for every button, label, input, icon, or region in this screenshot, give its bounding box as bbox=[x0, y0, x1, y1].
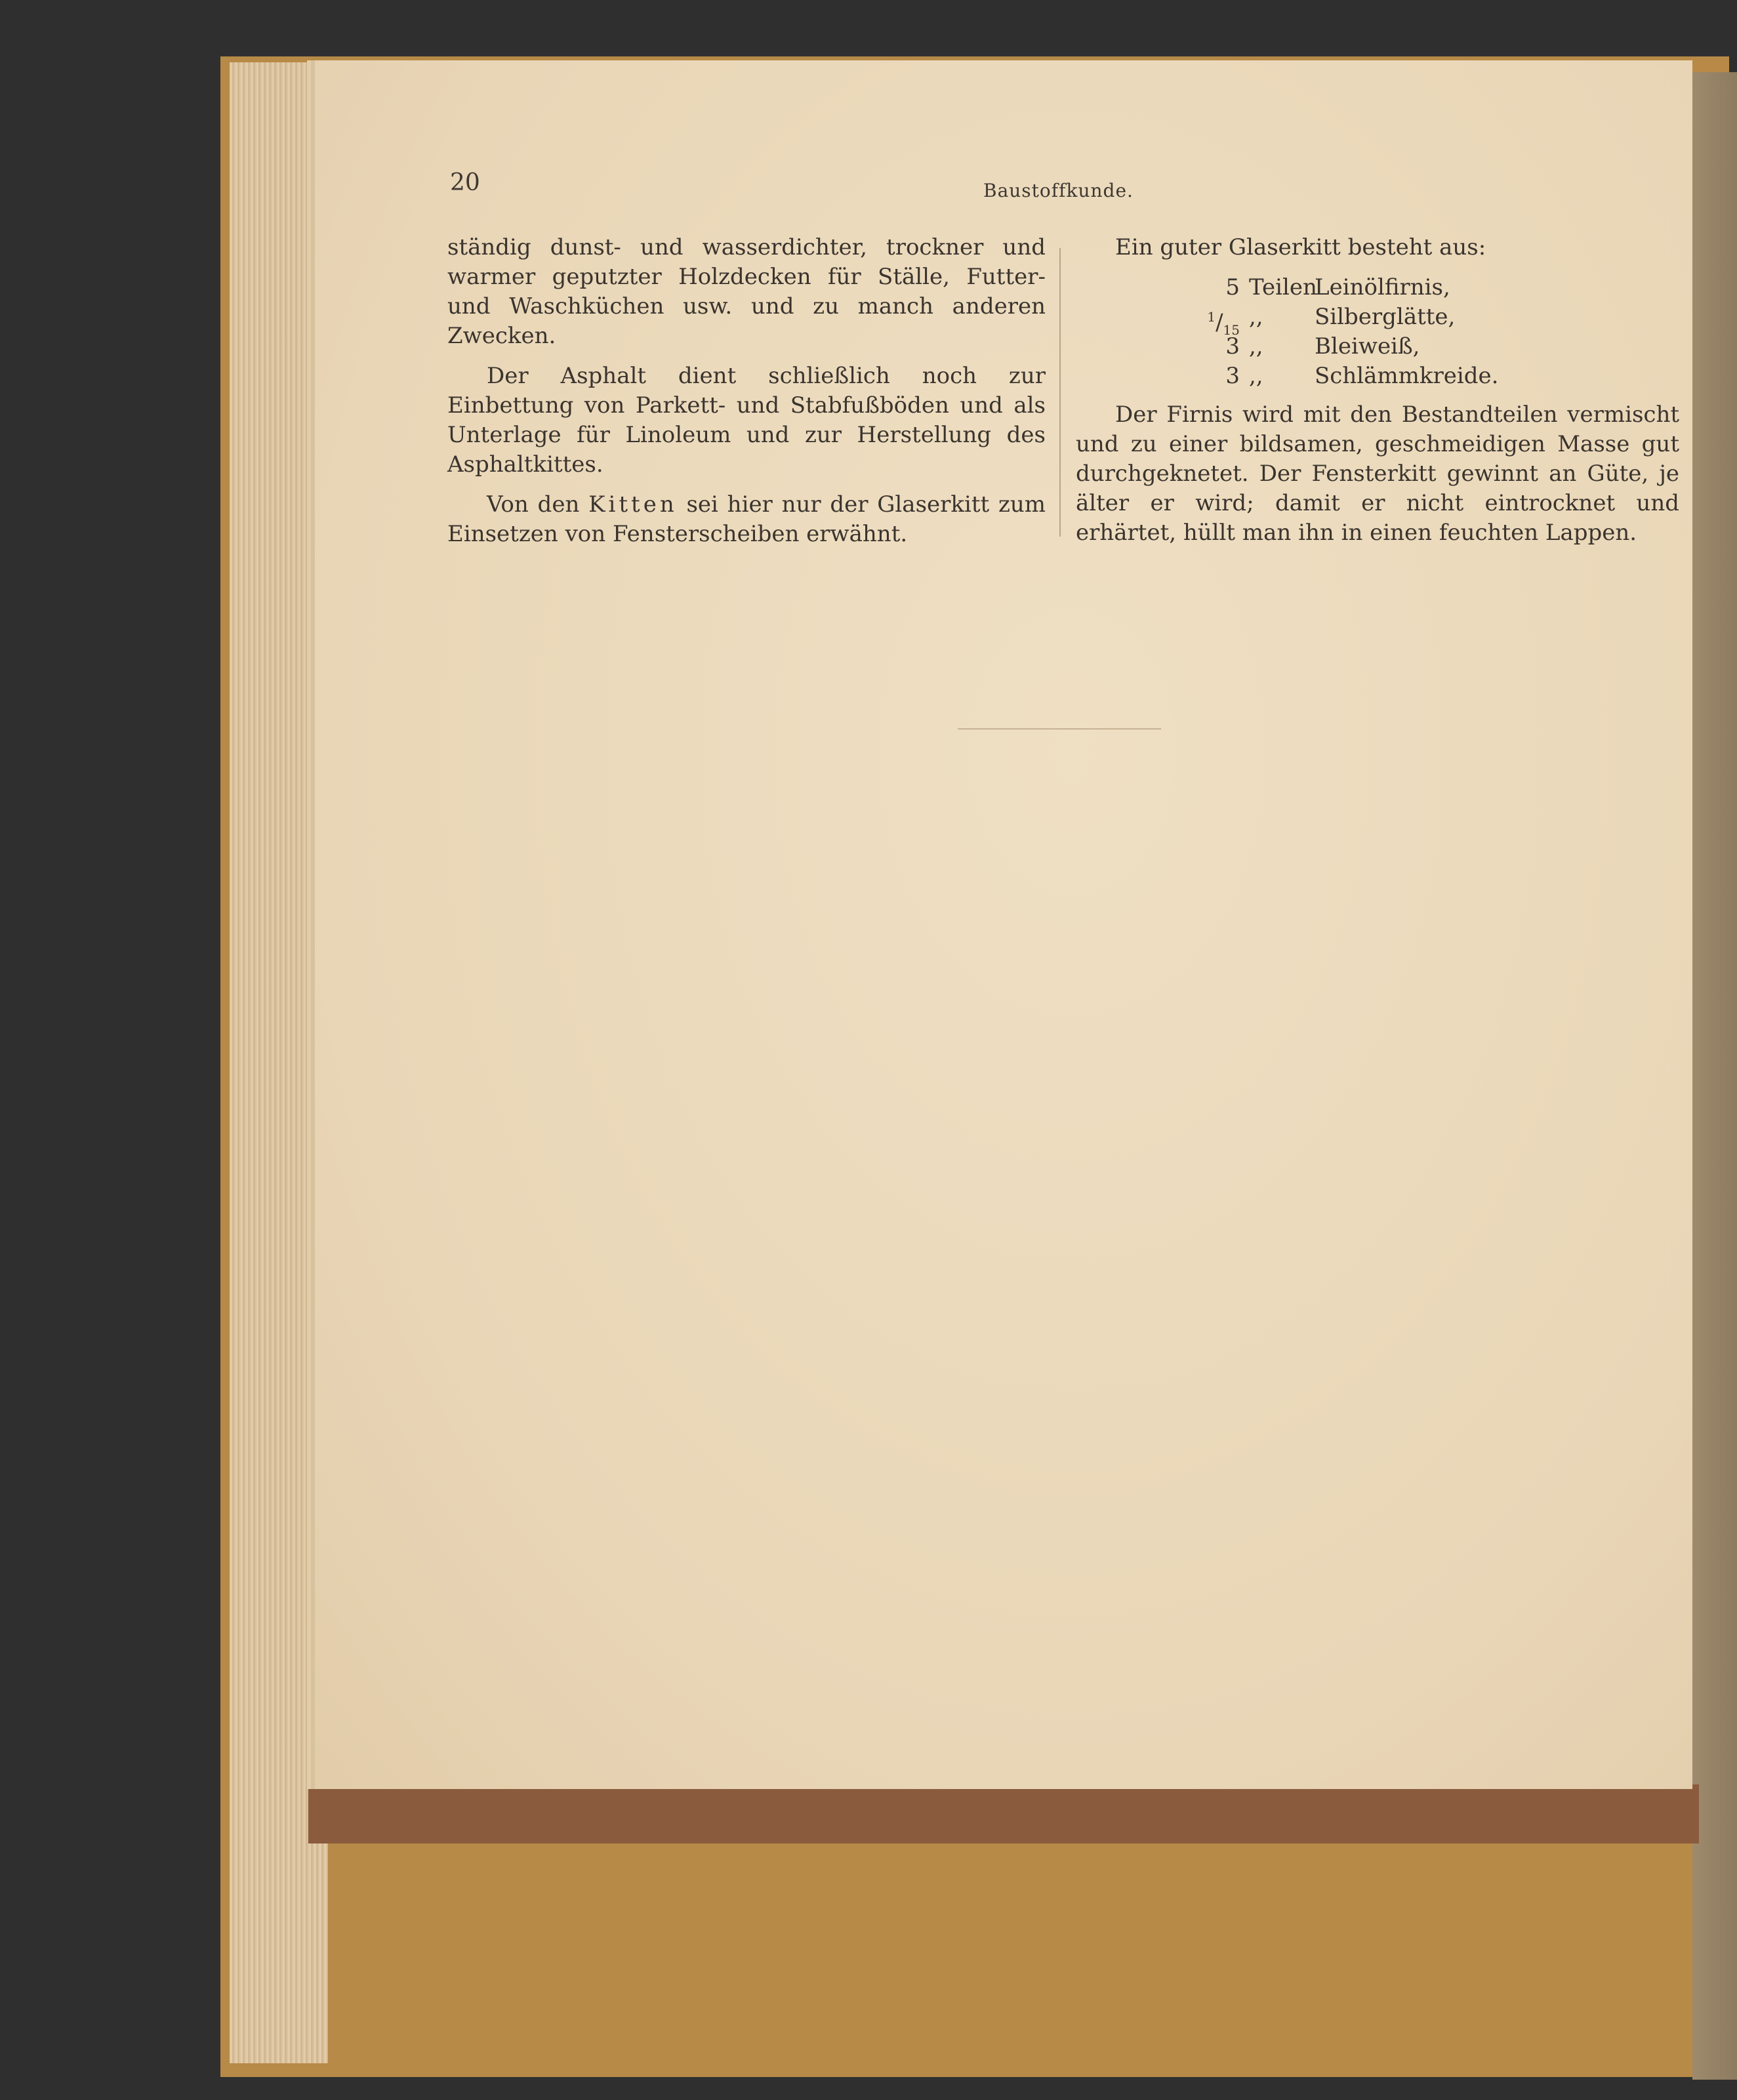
recipe-qty: 5 bbox=[1225, 274, 1240, 300]
recipe-qty: 3 bbox=[1225, 333, 1240, 360]
recipe-qty: 3 bbox=[1225, 363, 1240, 389]
recipe-row bbox=[1076, 332, 1679, 361]
kitten-text-after: sei hier nur der Glaserkitt zum Einsetzen von Fensterscheiben erwähnt. bbox=[447, 491, 1046, 547]
recipe-ingredient: Silberglätte, bbox=[1315, 304, 1456, 330]
recipe-ingredient: Leinölfirnis, bbox=[1315, 274, 1450, 300]
recipe-row bbox=[1076, 302, 1679, 339]
recipe-unit: ,, bbox=[1249, 304, 1263, 330]
page-edges bbox=[230, 62, 328, 2063]
kitten-text-before: Von den bbox=[487, 491, 589, 518]
recipe-ingredient: Schlämmkreide. bbox=[1315, 363, 1499, 389]
left-column bbox=[447, 233, 1046, 560]
page-number: 20 bbox=[450, 169, 480, 196]
recipe-row bbox=[1076, 361, 1679, 391]
recipe-list bbox=[1076, 273, 1679, 391]
recipe-unit: ,, bbox=[1249, 333, 1263, 360]
right-column bbox=[1076, 233, 1679, 558]
facing-page-edge bbox=[1692, 72, 1737, 2080]
recipe-row bbox=[1076, 273, 1679, 302]
recipe-ingredient: Bleiweiß, bbox=[1315, 333, 1420, 360]
fraction-numerator: 1 bbox=[1207, 309, 1216, 325]
recipe-unit: ,, bbox=[1249, 363, 1263, 389]
column-divider bbox=[1059, 248, 1061, 537]
recipe-unit: Teilen bbox=[1249, 274, 1317, 300]
fraction-denominator: 15 bbox=[1223, 322, 1240, 339]
paragraph-firnis: Der Firnis wird mit den Bestandteilen vermischt und zu einer bildsamen, geschmeidigen Masse gut durchgeknetet. Der Fensterkitt gewinnt an Güte, je älter er wird; damit er nicht eintrocknet und erhärtet, hüllt man ihn in einen feuchten Lappen. bbox=[1076, 401, 1679, 546]
bottom-page-edge bbox=[308, 1784, 1699, 1843]
paragraph-decken: ständig dunst- und wasserdichter, trockner und warmer geputzter Holzdecken für Ställe, Futter- und Waschküchen usw. und zu manch anderen Zwecken. bbox=[447, 234, 1046, 349]
section-end-rule bbox=[958, 728, 1161, 730]
header-title: Baustoffkunde. bbox=[983, 180, 1134, 201]
recipe-intro: Ein guter Glaserkitt besteht aus: bbox=[1115, 234, 1486, 260]
recipe-qty-fraction: $^1/_{15}$ bbox=[1207, 309, 1240, 339]
paragraph-kitten bbox=[447, 490, 1046, 549]
paragraph-asphalt: Der Asphalt dient schließlich noch zur Einbettung von Parkett- und Stabfußböden und als Unterlage für Linoleum und zur Herstellung des Asphaltkittes. bbox=[447, 363, 1046, 478]
kitten-emphasis: Kitten bbox=[588, 491, 678, 518]
